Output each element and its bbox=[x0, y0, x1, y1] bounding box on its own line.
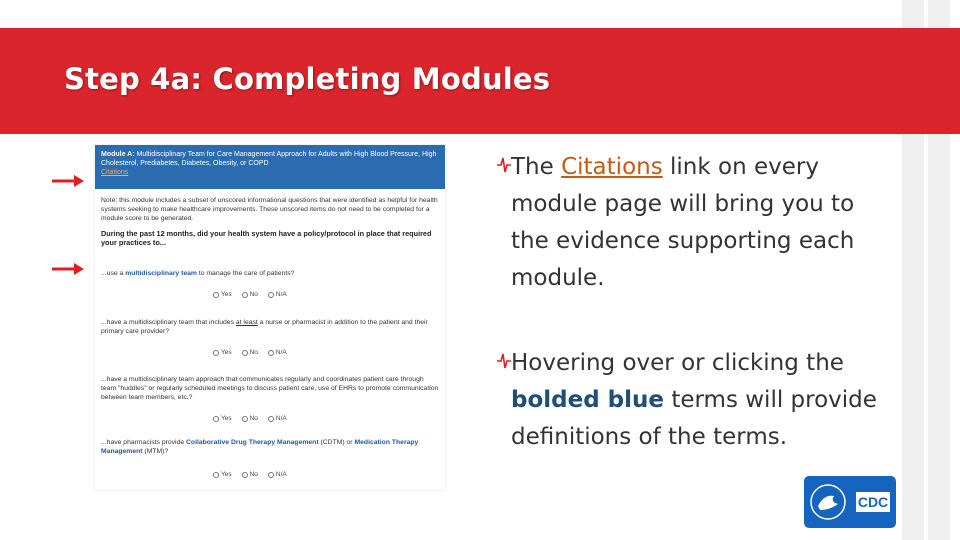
pulse-bullet-icon bbox=[497, 352, 511, 370]
module-header-title: Multidisciplinary Team for Care Management Approach for Adults with High Blood Pressure, High Cholesterol, Prediabetes, Diabetes, Obesity, or COPD bbox=[101, 151, 437, 167]
radio-yes[interactable]: Yes bbox=[213, 291, 232, 298]
question-item: ...have a multidisciplinary team approach that communicates regularly and coordinates patient care through team "huddles" or regularly scheduled meetings to discuss patient care, use of EHRs to promote communication between team members, etc.? bbox=[101, 376, 439, 402]
radio-na[interactable]: N/A bbox=[268, 471, 287, 478]
module-header-label: Module A: bbox=[101, 151, 135, 158]
radio-na[interactable]: N/A bbox=[268, 349, 287, 356]
question-item: ...have pharmacists provide Collaborative Drug Therapy Management (CDTM) or Medication Therapy Management (MTM)? bbox=[101, 439, 419, 456]
module-question: During the past 12 months, did your health system have a policy/protocol in place that required your practices to... bbox=[101, 228, 432, 248]
radio-na[interactable]: N/A bbox=[268, 415, 287, 422]
radio-no[interactable]: No bbox=[242, 291, 258, 298]
bullet-bolded-blue: Hovering over or clicking the bolded blue terms will provide definitions of the terms. bbox=[511, 350, 877, 450]
cdc-logo bbox=[804, 476, 896, 528]
radio-na[interactable]: N/A bbox=[268, 291, 287, 298]
arrow-right-icon bbox=[52, 263, 84, 275]
radio-yes[interactable]: Yes bbox=[213, 471, 232, 478]
radio-no[interactable]: No bbox=[242, 471, 258, 478]
arrow-right-icon bbox=[52, 175, 84, 187]
question-item: ...have a multidisciplinary team that includes at least a nurse or pharmacist in addition to the patient and their primary care provider? bbox=[101, 319, 428, 336]
citations-highlight: Citations bbox=[561, 154, 663, 180]
radio-yes[interactable]: Yes bbox=[213, 415, 232, 422]
radio-no[interactable]: No bbox=[242, 349, 258, 356]
radio-group bbox=[213, 471, 287, 478]
question-item: ...use a multidisciplinary team to manage the care of patients? bbox=[101, 270, 295, 277]
slide-title: Step 4a: Completing Modules bbox=[64, 62, 551, 96]
radio-group bbox=[213, 349, 287, 356]
term-link[interactable]: multidisciplinary team bbox=[125, 270, 197, 277]
bullet-citations: The Citations link on every module page will bring you to the evidence supporting each module. bbox=[511, 154, 855, 291]
module-header bbox=[95, 145, 445, 189]
term-link[interactable]: Medication Therapy Management bbox=[101, 439, 419, 456]
bolded-blue-highlight: bolded blue bbox=[511, 387, 665, 413]
module-screenshot bbox=[95, 145, 445, 490]
radio-group bbox=[213, 415, 287, 422]
module-note: Note: this module includes a subset of unscored informational questions that were identified as helpful for health systems seeking to make healthcare improvements. These unscored items do not need to be completed for a module score to be generated. bbox=[101, 197, 438, 223]
radio-no[interactable]: No bbox=[242, 415, 258, 422]
svg-text:CDC: CDC bbox=[857, 494, 889, 510]
radio-group bbox=[213, 291, 287, 298]
term-link[interactable]: Collaborative Drug Therapy Management bbox=[186, 439, 319, 446]
radio-yes[interactable]: Yes bbox=[213, 349, 232, 356]
pulse-bullet-icon bbox=[497, 156, 511, 174]
citations-link[interactable]: Citations bbox=[101, 168, 129, 176]
